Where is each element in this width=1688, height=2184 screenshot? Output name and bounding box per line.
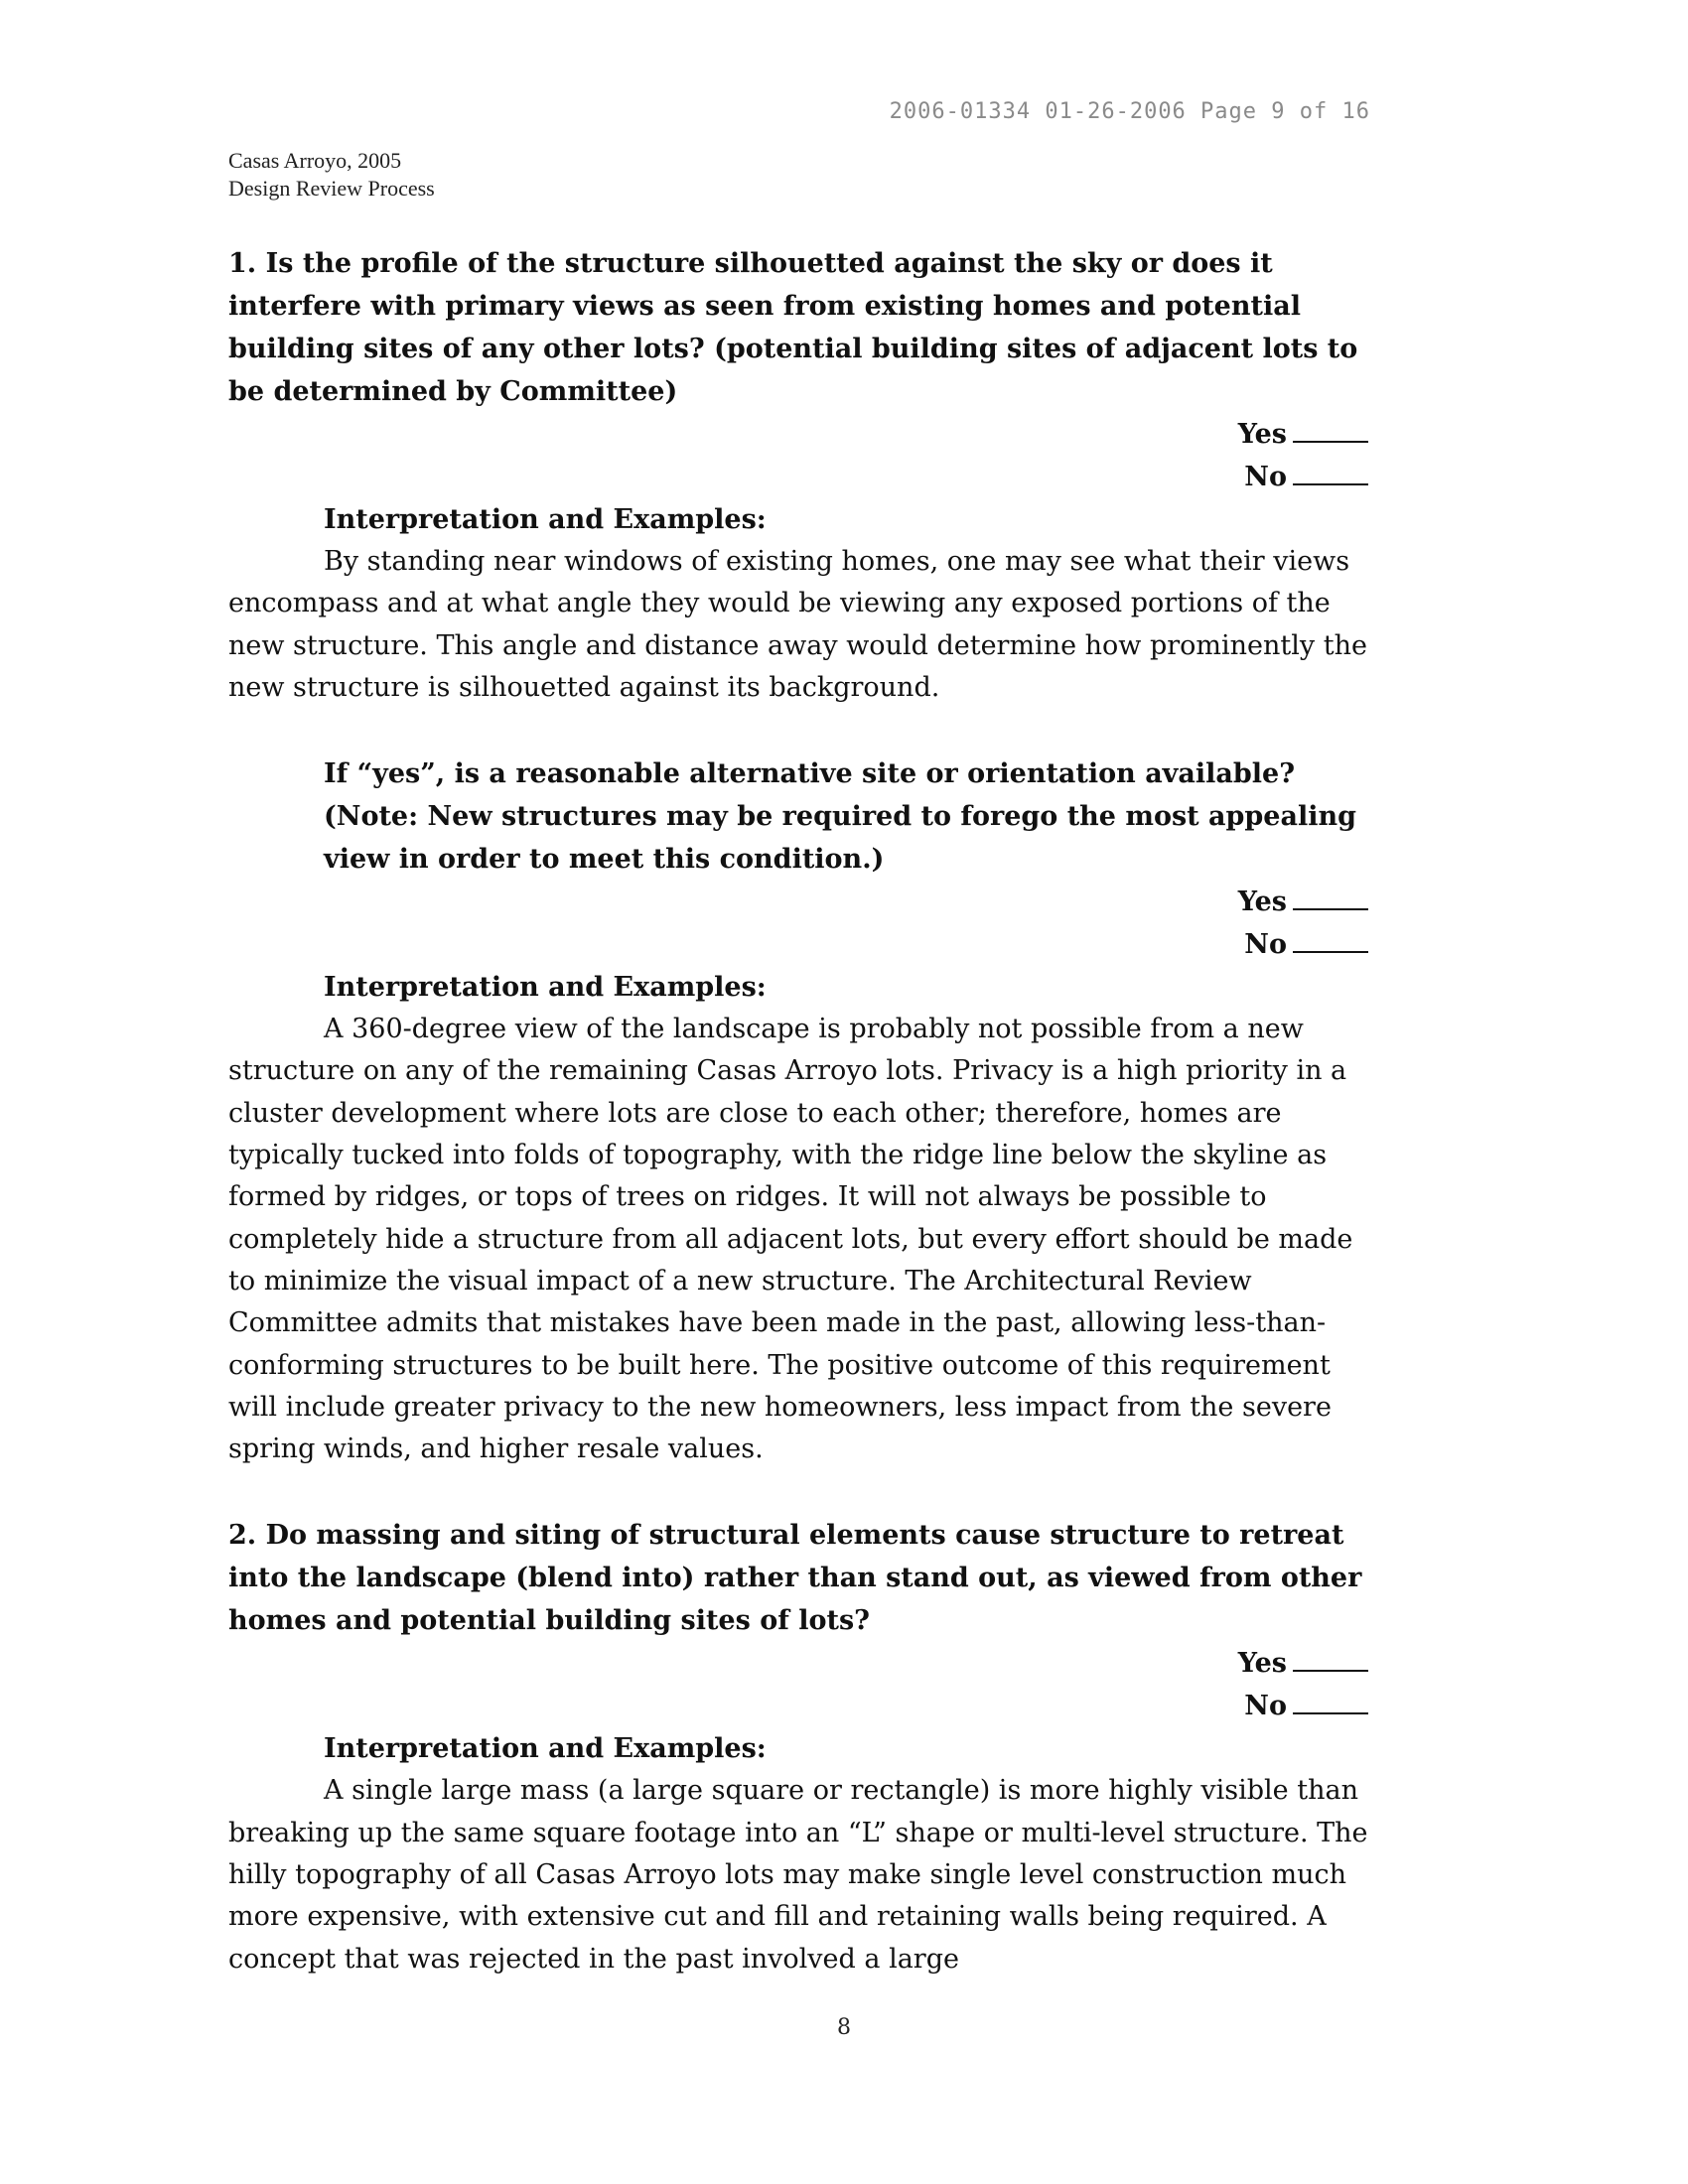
question-2: 2. Do massing and siting of structural elements cause structure to retreat into the landscape (blend into) rather than stand out, as viewed from other homes and potential building sites of lots? [228, 1520, 1362, 1637]
answer-yes-blank[interactable] [1293, 1646, 1368, 1672]
question-1: 1. Is the profile of the structure silhouetted against the sky or does it interfere with primary views as seen from existing homes and potential building sites of any other lots? (potential building sites of adjacent lots to be determined by Committee) [228, 248, 1358, 407]
document-header [228, 147, 435, 203]
answer-yes-row [1238, 413, 1368, 456]
answer-no-row [1244, 456, 1368, 498]
answer-yes-row [1238, 881, 1368, 923]
answer-yes-row [1238, 1642, 1368, 1685]
answer-no-blank[interactable] [1293, 460, 1368, 485]
header-subtitle: Design Review Process [228, 176, 435, 201]
answer-no-label: No [1244, 929, 1287, 961]
fax-stamp: 2006-01334 01-26-2006 Page 9 of 16 [889, 99, 1370, 124]
answer-no-label: No [1244, 462, 1287, 492]
interpretation-text: By standing near windows of existing homes, one may see what their views encompass and at what angle they would be viewing any exposed portions of the new structure. This angle and distance away would determine how prominently the new structure is silhouetted against its background. [228, 546, 1367, 703]
answer-yes-label: Yes [1237, 887, 1287, 918]
answer-no-blank[interactable] [1293, 927, 1368, 953]
interpretation-text: A single large mass (a large square or rectangle) is more highly visible than breaking up the same square footage into an “L” shape or multi-level structure. The hilly topography of all Casas Arroyo lots may make single level construction much more expensive, with extensive cut and fill and retaining walls being required. A concept that was rejected in the past involved a large [228, 1775, 1368, 1975]
header-title: Casas Arroyo, 2005 [228, 148, 402, 173]
answer-yes-label: Yes [1237, 1648, 1287, 1680]
interpretation-heading: Interpretation and Examples: [324, 1733, 767, 1765]
answer-no-label: No [1244, 1691, 1287, 1722]
question-1-answers [228, 413, 1368, 498]
answer-yes-blank[interactable] [1293, 417, 1368, 443]
answer-no-blank[interactable] [1293, 1689, 1368, 1714]
followup-question: If “yes”, is a reasonable alternative site or orientation available? (Note: New structures may be required to forego the most appealing view in order to meet this condition.) [324, 758, 1356, 876]
page-number: 8 [837, 2015, 851, 2040]
document-body [228, 242, 1368, 1980]
followup-answers [228, 881, 1368, 966]
question-2-answers [228, 1642, 1368, 1727]
interpretation-heading: Interpretation and Examples: [324, 972, 767, 1004]
answer-yes-blank[interactable] [1293, 885, 1368, 910]
answer-yes-label: Yes [1237, 419, 1287, 450]
interpretation-text: A 360-degree view of the landscape is probably not possible from a new structure on any of the remaining Casas Arroyo lots. Privacy is a high priority in a cluster development where lots are close to each other; therefore, homes are typically tucked into folds of topography, with the ridge line below the skyline as formed by ridges, or tops of trees on ridges. It will not always be possible to completely hide a structure from all adjacent lots, but every effort should be made to minimize the visual impact of a new structure. The Architectural Review Committee admits that mistakes have been made in the past, allowing less-than-conforming structures to be built here. The positive outcome of this requirement will include greater privacy to the new homeowners, less impact from the severe spring winds, and higher resale values. [228, 1014, 1353, 1465]
answer-no-row [1244, 1685, 1368, 1727]
answer-no-row [1244, 923, 1368, 966]
interpretation-heading: Interpretation and Examples: [324, 504, 767, 535]
